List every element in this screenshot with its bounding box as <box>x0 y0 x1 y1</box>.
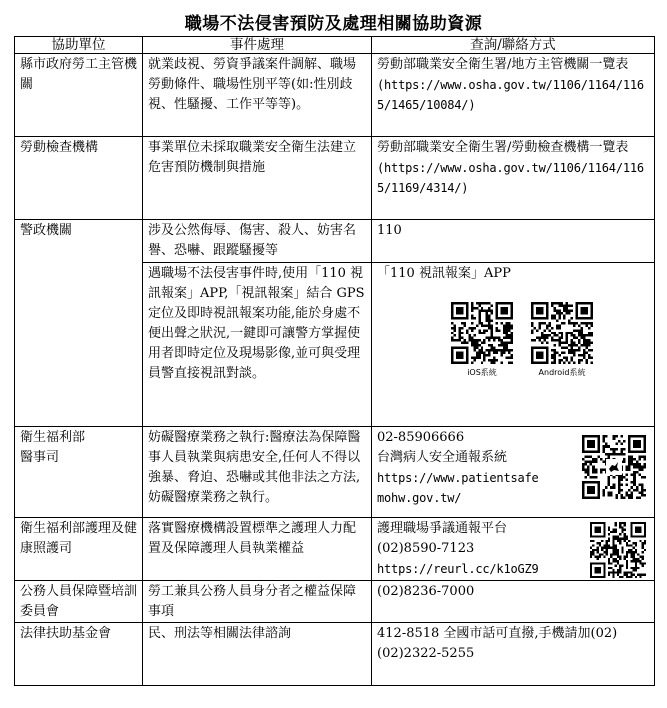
handling-cell: 民、刑法等相關法律諮詢 <box>143 623 372 686</box>
unit-cell: 衛生福利部護理及健康照護司 <box>15 518 143 581</box>
contact-url[interactable]: (https://www.osha.gov.tw/1106/1164/1165/1465/10084/) <box>377 78 644 112</box>
document-title: 職場不法侵害預防及處理相關協助資源 <box>184 14 483 34</box>
unit-cell: 縣市政府勞工主管機關 <box>15 54 143 137</box>
contact-text: 勞動部職業安全衛生署/勞動檢查機構一覽表 <box>377 140 629 155</box>
resource-table <box>14 36 655 686</box>
unit-line: 衛生福利部 <box>20 430 86 445</box>
table-row <box>15 581 655 623</box>
unit-cell: 公務人員保障暨培訓委員會 <box>15 581 143 623</box>
handling-cell: 勞工兼具公務人員身分者之權益保障事項 <box>143 581 372 623</box>
table-row <box>15 220 655 263</box>
contact-url[interactable]: https://reurl.cc/k1oGZ9 <box>377 562 539 576</box>
contact-url[interactable]: (https://www.osha.gov.tw/1106/1164/1165/1169/4314/) <box>377 161 644 195</box>
handling-cell: 落實醫療機構設置標準之護理人力配置及保障護理人員執業權益 <box>143 518 372 581</box>
contact-cell: (02)8236-7000 <box>372 581 655 623</box>
contact-cell <box>372 518 655 581</box>
contact-cell <box>372 427 655 518</box>
header-contact: 查詢/聯絡方式 <box>372 37 655 54</box>
contact-cell <box>372 623 655 686</box>
handling-cell: 涉及公然侮辱、傷害、殺人、妨害名譽、恐嚇、跟蹤騷擾等 <box>143 220 372 263</box>
qr-code-icon[interactable] <box>451 302 513 364</box>
unit-cell: 勞動檢查機構 <box>15 137 143 220</box>
handling-cell: 遇職場不法侵害事件時,使用「110 視訊報案」APP,「視訊報案」結合 GPS 定位及即時視訊報案功能,能於身處不便出聲之狀況,一鍵即可讓警方掌握使用者即時定位及現場影像,並可與受理員警直接視訊對談。 <box>143 263 372 427</box>
table-row <box>15 54 655 137</box>
unit-cell: 警政機關 <box>15 220 143 427</box>
system-name: 台灣病人安全通報系統 <box>377 450 508 465</box>
contact-text: 勞動部職業安全衛生署/地方主管機關一覽表 <box>377 57 629 72</box>
contact-cell <box>372 263 655 427</box>
app-name: 「110 視訊報案」APP <box>377 266 511 281</box>
unit-cell <box>15 427 143 518</box>
unit-cell: 法律扶助基金會 <box>15 623 143 686</box>
qr-code-icon[interactable] <box>582 435 646 499</box>
table-header-row <box>15 37 655 54</box>
platform-name: 護理職場爭議通報平台 <box>377 521 508 536</box>
phone-number: (02)2322-5255 <box>377 646 475 661</box>
table-row <box>15 623 655 686</box>
qr-code-pair <box>451 302 603 380</box>
bird-logo-icon <box>606 459 622 475</box>
phone-number: 02-85906666 <box>377 430 465 445</box>
table-row <box>15 518 655 581</box>
header-handling: 事件處理 <box>143 37 372 54</box>
qr-android-label: Android系統 <box>538 368 586 377</box>
handling-cell: 妨礙醫療業務之執行:醫療法為保障醫事人員執業與病患安全,任何人不得以強暴、脅迫、恐嚇或其他非法之方法,妨礙醫療業務之執行。 <box>143 427 372 518</box>
handling-cell: 就業歧視、勞資爭議案件調解、職場勞動條件、職場性別平等(如:性別歧視、性騷擾、工作平等等)。 <box>143 54 372 137</box>
header-unit: 協助單位 <box>15 37 143 54</box>
contact-url[interactable]: https://www.patientsafe <box>377 471 539 485</box>
qr-code-icon[interactable] <box>531 302 593 364</box>
phone-number: (02)8590-7123 <box>377 541 475 556</box>
contact-url[interactable]: mohw.gov.tw/ <box>377 491 462 505</box>
unit-line: 醫事司 <box>20 450 60 465</box>
phone-number: 412-8518 全國市話可直撥,手機請加(02) <box>377 626 618 641</box>
contact-cell <box>372 54 655 137</box>
contact-cell: 110 <box>372 220 655 263</box>
contact-cell <box>372 137 655 220</box>
qr-code-icon[interactable] <box>590 522 646 578</box>
qr-ios-label: iOS系統 <box>467 368 497 377</box>
table-row <box>15 137 655 220</box>
handling-cell: 事業單位未採取職業安全衛生法建立危害預防機制與措施 <box>143 137 372 220</box>
table-row <box>15 427 655 518</box>
